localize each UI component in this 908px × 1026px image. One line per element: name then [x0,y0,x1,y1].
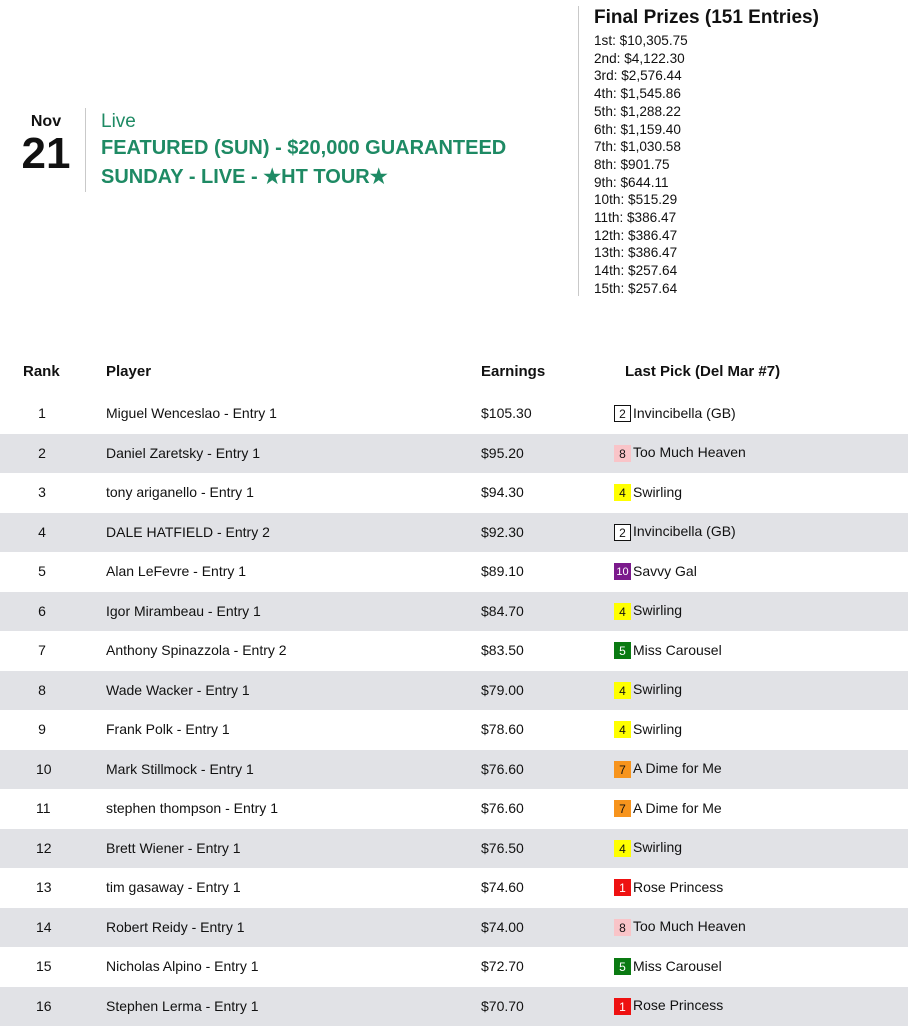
last-pick-cell [614,719,682,738]
event-title[interactable]: FEATURED (SUN) - $20,000 GUARANTEED SUNDAY - LIVE - ★HT TOUR★ [101,134,571,192]
prize-item: 14th: $257.64 [594,262,819,280]
table-row[interactable] [0,552,908,592]
post-position-badge: 1 [614,998,631,1015]
post-position-badge: 4 [614,603,631,620]
event-month: Nov [18,112,74,132]
post-position-badge: 1 [614,879,631,896]
event-day: 21 [18,132,74,176]
last-pick-cell [614,759,722,778]
rank-cell: 3 [36,484,48,500]
post-position-badge: 8 [614,445,631,462]
rank-cell: 16 [36,998,48,1014]
horse-name: Too Much Heaven [633,444,746,460]
earnings-cell: $76.50 [481,840,524,856]
prize-item: 7th: $1,030.58 [594,138,819,156]
earnings-cell: $84.70 [481,603,524,619]
player-name[interactable]: Mark Stillmock - Entry 1 [106,761,254,777]
last-pick-cell [614,838,682,857]
post-position-badge: 5 [614,958,631,975]
last-pick-cell [614,482,682,501]
player-name[interactable]: Miguel Wenceslao - Entry 1 [106,405,277,421]
table-row[interactable] [0,631,908,671]
rank-cell: 8 [36,682,48,698]
rank-cell: 7 [36,642,48,658]
earnings-cell: $83.50 [481,642,524,658]
table-row[interactable] [0,592,908,632]
post-position-badge: 5 [614,642,631,659]
horse-name: Miss Carousel [633,958,722,974]
prize-item: 3rd: $2,576.44 [594,67,819,85]
earnings-cell: $89.10 [481,563,524,579]
earnings-cell: $74.60 [481,879,524,895]
post-position-badge: 7 [614,800,631,817]
post-position-badge: 10 [614,563,631,580]
prize-item: 9th: $644.11 [594,174,819,192]
player-name[interactable]: tony ariganello - Entry 1 [106,484,254,500]
table-row[interactable] [0,789,908,829]
table-row[interactable] [0,947,908,987]
earnings-cell: $70.70 [481,998,524,1014]
prize-list [594,32,819,298]
player-name[interactable]: Robert Reidy - Entry 1 [106,919,245,935]
table-row[interactable] [0,829,908,869]
table-row[interactable] [0,750,908,790]
table-row[interactable] [0,434,908,474]
event-date [18,112,74,176]
earnings-cell: $105.30 [481,405,532,421]
leaderboard-header [0,352,908,392]
horse-name: A Dime for Me [633,760,722,776]
rank-cell: 6 [36,603,48,619]
event-info [101,110,571,192]
player-name[interactable]: Igor Mirambeau - Entry 1 [106,603,261,619]
last-pick-cell [614,877,723,896]
earnings-header: Earnings [481,363,545,380]
post-position-badge: 2 [614,405,631,422]
prize-item: 4th: $1,545.86 [594,85,819,103]
rank-cell: 9 [36,721,48,737]
horse-name: Swirling [633,681,682,697]
post-position-badge: 4 [614,484,631,501]
earnings-cell: $94.30 [481,484,524,500]
table-row[interactable] [0,473,908,513]
rank-cell: 15 [36,958,48,974]
horse-name: Too Much Heaven [633,918,746,934]
player-name[interactable]: Frank Polk - Entry 1 [106,721,230,737]
rank-cell: 5 [36,563,48,579]
table-row[interactable] [0,908,908,948]
table-row[interactable] [0,671,908,711]
rank-header: Rank [23,363,60,380]
rank-cell: 2 [36,445,48,461]
player-name[interactable]: Brett Wiener - Entry 1 [106,840,241,856]
earnings-cell: $92.30 [481,524,524,540]
last-pick-cell [614,640,722,659]
prize-item: 5th: $1,288.22 [594,103,819,121]
earnings-cell: $76.60 [481,800,524,816]
prize-item: 1st: $10,305.75 [594,32,819,50]
last-pick-cell [614,956,722,975]
earnings-cell: $74.00 [481,919,524,935]
table-row[interactable] [0,987,908,1026]
prize-item: 11th: $386.47 [594,209,819,227]
player-name[interactable]: Wade Wacker - Entry 1 [106,682,250,698]
player-name[interactable]: Anthony Spinazzola - Entry 2 [106,642,287,658]
rank-cell: 13 [36,879,48,895]
horse-name: Rose Princess [633,879,723,895]
prize-item: 2nd: $4,122.30 [594,50,819,68]
horse-name: Swirling [633,839,682,855]
last-pick-cell [614,522,736,541]
player-name[interactable]: DALE HATFIELD - Entry 2 [106,524,270,540]
earnings-cell: $76.60 [481,761,524,777]
horse-name: Rose Princess [633,997,723,1013]
prize-heading: Final Prizes (151 Entries) [594,7,819,29]
last-pick-cell [614,680,682,699]
player-name[interactable]: Alan LeFevre - Entry 1 [106,563,246,579]
rank-cell: 14 [36,919,48,935]
last-pick-cell [614,443,746,462]
post-position-badge: 2 [614,524,631,541]
table-row[interactable] [0,710,908,750]
player-name[interactable]: Stephen Lerma - Entry 1 [106,998,259,1014]
player-name[interactable]: Daniel Zaretsky - Entry 1 [106,445,260,461]
rank-cell: 11 [36,800,48,816]
player-name[interactable]: Nicholas Alpino - Entry 1 [106,958,259,974]
earnings-cell: $95.20 [481,445,524,461]
horse-name: Swirling [633,721,682,737]
post-position-badge: 4 [614,721,631,738]
last-pick-cell [614,561,697,580]
last-pick-header: Last Pick (Del Mar #7) [625,363,780,380]
table-row[interactable] [0,513,908,553]
horse-name: Savvy Gal [633,563,697,579]
last-pick-cell [614,403,736,422]
prize-item: 12th: $386.47 [594,227,819,245]
prize-item: 6th: $1,159.40 [594,121,819,139]
player-name[interactable]: stephen thompson - Entry 1 [106,800,278,816]
post-position-badge: 4 [614,840,631,857]
horse-name: Swirling [633,602,682,618]
rank-cell: 4 [36,524,48,540]
table-row[interactable] [0,394,908,434]
horse-name: A Dime for Me [633,800,722,816]
horse-name: Invincibella (GB) [633,405,736,421]
prize-item: 15th: $257.64 [594,280,819,298]
prize-item: 13th: $386.47 [594,244,819,262]
player-header: Player [106,363,151,380]
prize-item: 10th: $515.29 [594,191,819,209]
rank-cell: 10 [36,761,48,777]
prize-divider [578,6,579,296]
last-pick-cell [614,917,746,936]
rank-cell: 12 [36,840,48,856]
last-pick-cell [614,601,682,620]
event-status: Live [101,110,571,134]
player-name[interactable]: tim gasaway - Entry 1 [106,879,241,895]
post-position-badge: 4 [614,682,631,699]
earnings-cell: $78.60 [481,721,524,737]
rank-cell: 1 [36,405,48,421]
prize-panel [594,7,819,298]
earnings-cell: $79.00 [481,682,524,698]
event-divider [85,108,86,192]
prize-item: 8th: $901.75 [594,156,819,174]
earnings-cell: $72.70 [481,958,524,974]
leaderboard-table [0,394,908,1026]
post-position-badge: 7 [614,761,631,778]
horse-name: Invincibella (GB) [633,523,736,539]
table-row[interactable] [0,868,908,908]
post-position-badge: 8 [614,919,631,936]
horse-name: Swirling [633,484,682,500]
horse-name: Miss Carousel [633,642,722,658]
last-pick-cell [614,798,722,817]
last-pick-cell [614,996,723,1015]
